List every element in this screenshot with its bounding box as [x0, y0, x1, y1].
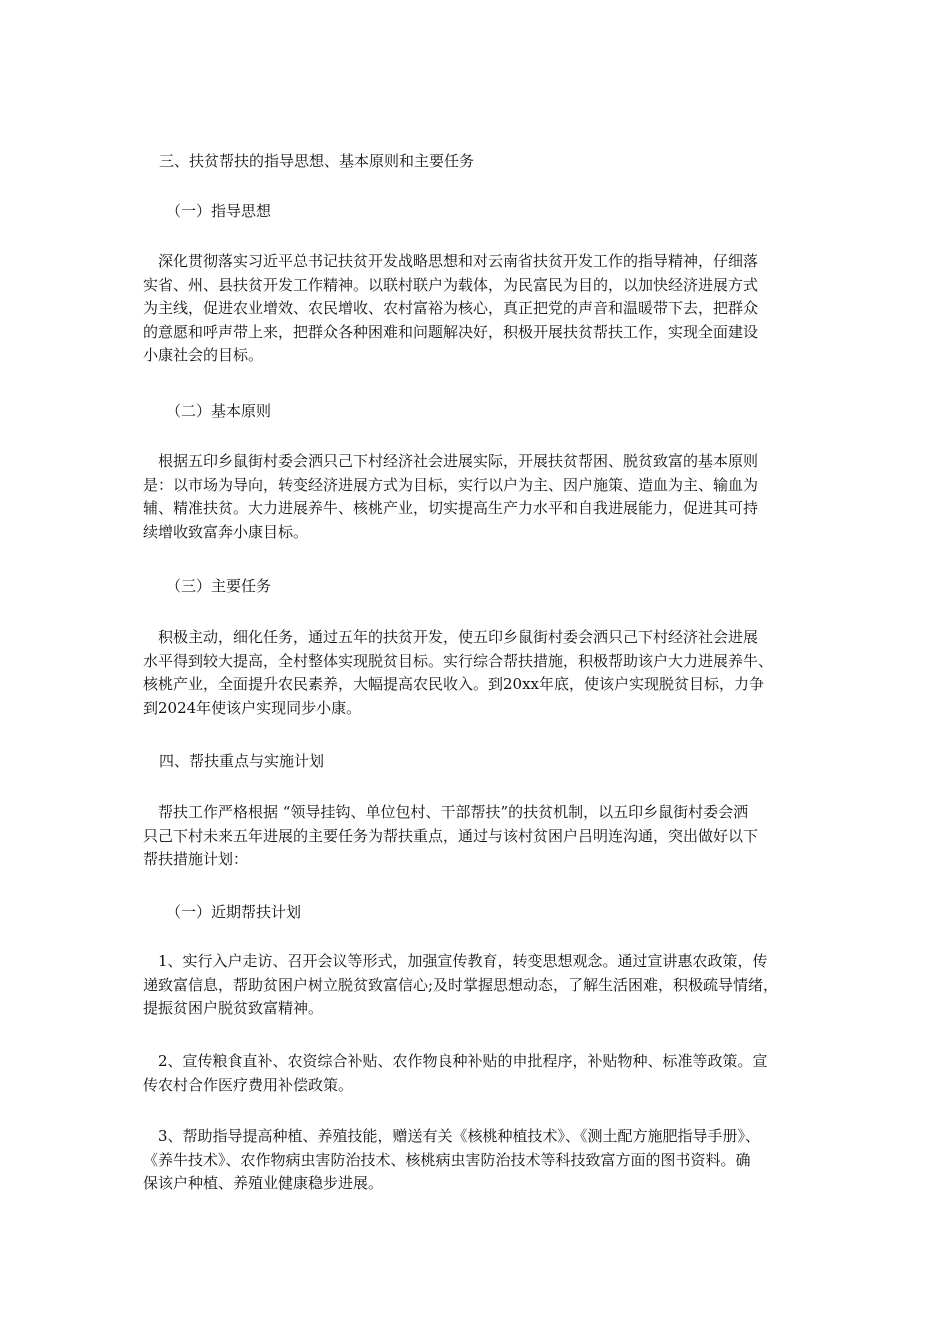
text-line: 小康社会的目标。 — [143, 346, 264, 364]
text-line: 提振贫困户脱贫致富精神。 — [143, 999, 324, 1017]
text-line: 积极主动，细化任务，通过五年的扶贫开发，使五印乡鼠街村委会洒只己下村经济社会进展 — [143, 628, 759, 646]
text-line: （一）近期帮扶计划 — [166, 903, 302, 921]
text-line: 核桃产业，全面提升农民素养，大幅提高农民收入。到20xx年底，使该户实现脱贫目标，力争 — [143, 675, 765, 693]
text-line: 辅、精准扶贫。大力进展养牛、核桃产业，切实提高生产力水平和自我进展能力，促进其可持 — [143, 499, 759, 517]
text-line: 保该户种植、养殖业健康稳步进展。 — [143, 1174, 384, 1192]
text-line: 深化贯彻落实习近平总书记扶贫开发战略思想和对云南省扶贫开发工作的指导精神，仔细落 — [143, 252, 759, 270]
text-line: 是：以市场为导向，转变经济进展方式为目标，实行以户为主、因户施策、造血为主、输血为 — [143, 475, 759, 494]
text-line: 四、帮扶重点与实施计划 — [159, 752, 325, 770]
subheading-main-tasks — [143, 575, 834, 599]
text-line: 水平得到较大提高，全村整体实现脱贫目标。实行综合帮扶措施，积极帮助该户大力进展养牛、 — [143, 651, 774, 670]
text-line: （二）基本原则 — [166, 402, 272, 420]
paragraph-plan-item-1 — [143, 950, 811, 1021]
text-line: 帮扶工作严格根据 “领导挂钩、单位包村、干部帮扶”的扶贫机制，以五印乡鼠街村委会洒 — [143, 803, 749, 821]
text-line: 三、扶贫帮扶的指导思想、基本原则和主要任务 — [159, 152, 475, 170]
paragraph-assistance-focus — [143, 801, 811, 872]
subheading-basic-principles — [143, 400, 834, 424]
section-heading-4 — [143, 750, 827, 774]
subheading-guiding-ideology — [143, 200, 834, 224]
text-line: 只己下村未来五年进展的主要任务为帮扶重点，通过与该村贫困户吕明连沟通，突出做好以下 — [143, 826, 759, 845]
text-line: 到2024年使该户实现同步小康。 — [143, 698, 362, 717]
text-line: 的意愿和呼声带上来，把群众各种困难和问题解决好，积极开展扶贫帮扶工作，实现全面建设 — [143, 322, 759, 341]
paragraph-main-tasks — [143, 626, 811, 720]
text-line: 《养牛技术》、农作物病虫害防治技术、核桃病虫害防治技术等科技致富方面的图书资料。确 — [143, 1150, 751, 1169]
paragraph-plan-item-2 — [143, 1050, 811, 1097]
section-heading-3 — [143, 150, 827, 174]
text-line: 传农村合作医疗费用补偿政策。 — [143, 1075, 354, 1094]
text-line: 3、帮助指导提高种植、养殖技能，赠送有关《核桃种植技术》、《测土配方施肥指导手册》、 — [143, 1127, 761, 1145]
text-line: 帮扶措施计划： — [143, 850, 249, 868]
text-line: 实省、州、县扶贫开发工作精神。以联村联户为载体，为民富民为目的，以加快经济进展方式 — [143, 275, 759, 294]
text-line: 续增收致富奔小康目标。 — [143, 522, 309, 541]
paragraph-basic-principles — [143, 450, 811, 544]
text-line: 根据五印乡鼠街村委会洒只己下村经济社会进展实际，开展扶贫帮困、脱贫致富的基本原则 — [143, 452, 759, 470]
text-line: 为主线，促进农业增效、农民增收、农村富裕为核心，真正把党的声音和温暖带下去，把群众 — [143, 299, 759, 317]
subheading-near-term-plan — [143, 901, 834, 925]
text-line: 1、实行入户走访、召开会议等形式，加强宣传教育，转变思想观念。通过宣讲惠农政策，传 — [143, 952, 768, 970]
paragraph-guiding-ideology — [143, 250, 811, 368]
text-line: （一）指导思想 — [166, 202, 272, 220]
text-line: 2、宣传粮食直补、农资综合补贴、农作物良种补贴的申批程序，补贴物种、标准等政策。宣 — [143, 1052, 768, 1070]
paragraph-plan-item-3 — [143, 1125, 811, 1196]
text-line: 递致富信息，帮助贫困户树立脱贫致富信心;及时掌握思想动态，了解生活困难，积极疏导情绪， — [143, 975, 779, 994]
text-line: （三）主要任务 — [166, 577, 272, 595]
